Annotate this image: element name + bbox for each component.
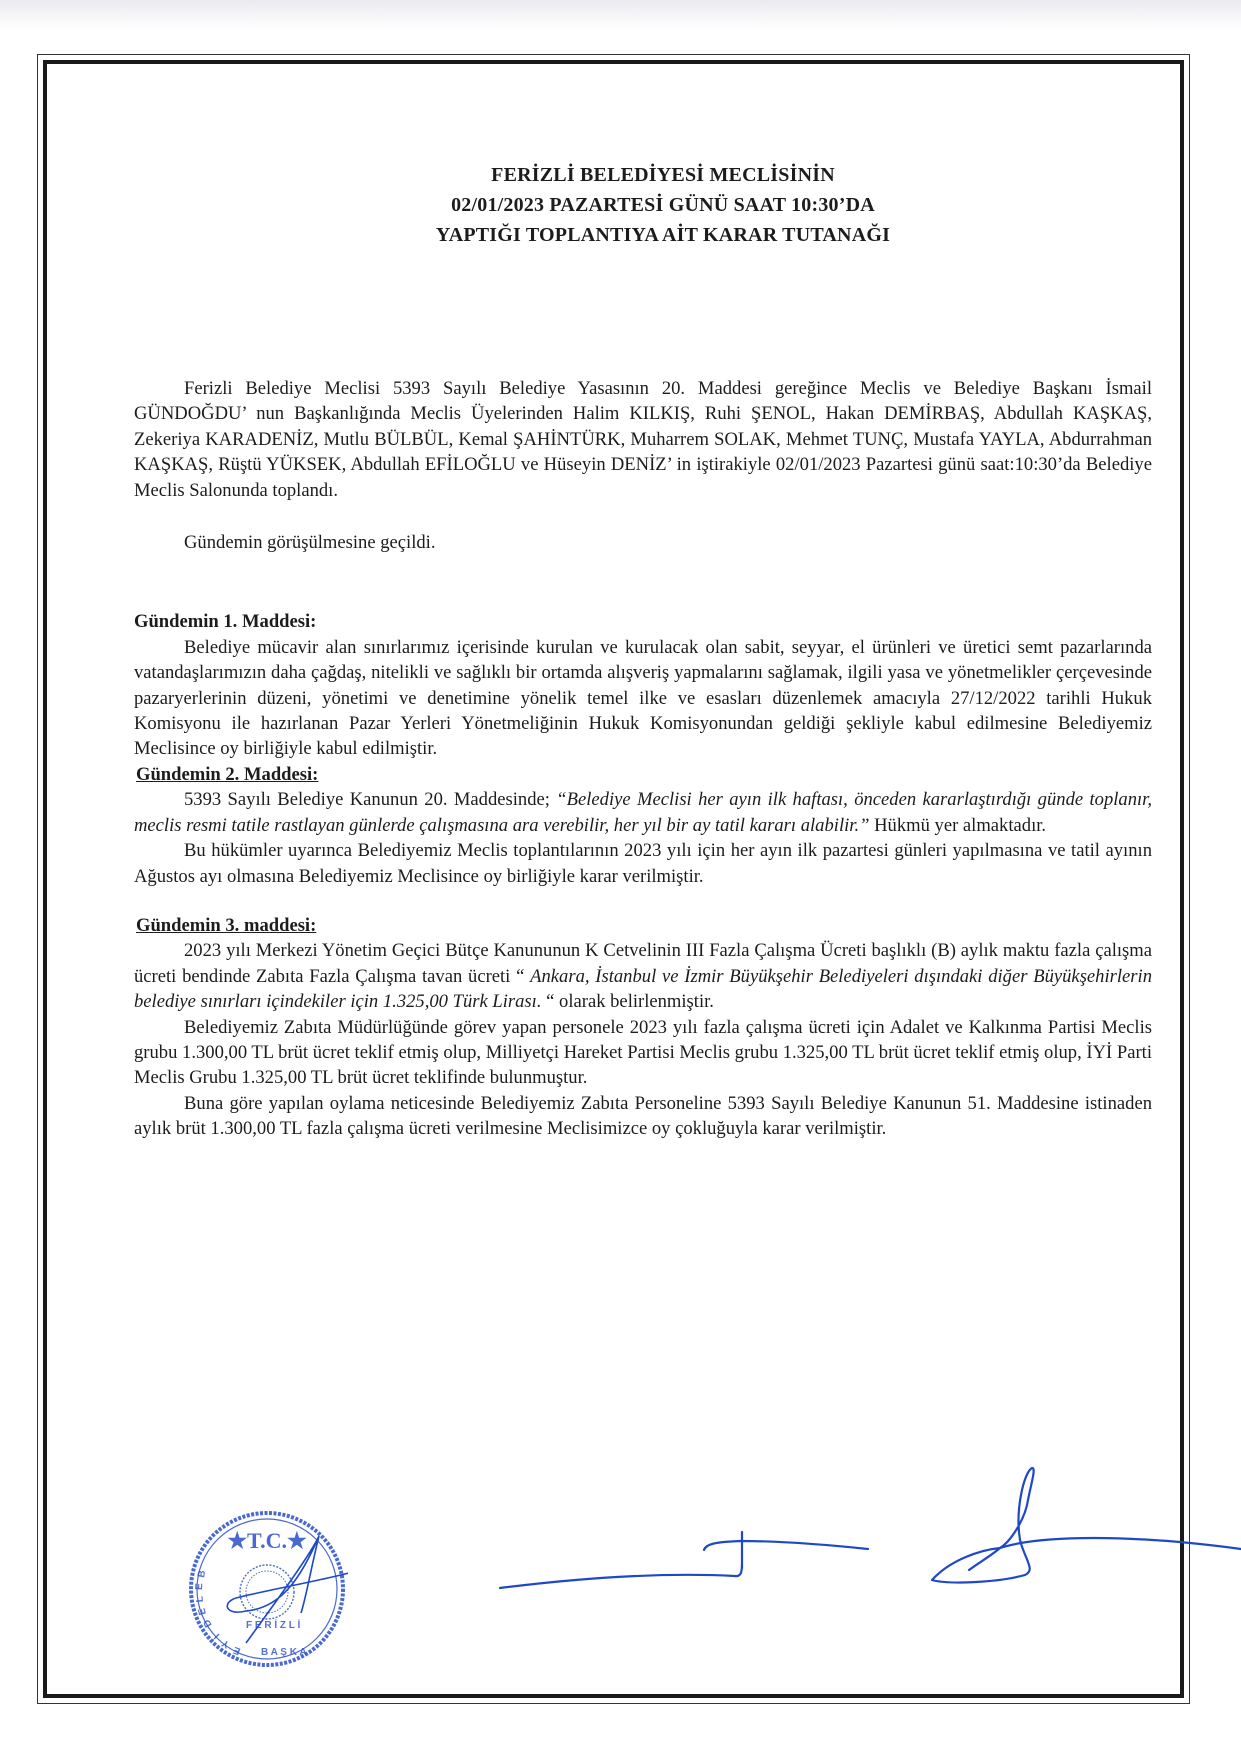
municipality-seal xyxy=(186,1508,348,1670)
agenda-item-3 xyxy=(134,913,1152,1142)
svg-text:L: L xyxy=(194,1595,206,1603)
svg-text:E: E xyxy=(231,1643,243,1657)
signatures xyxy=(480,1450,1241,1600)
agenda-item-2-paragraph-2: Bu hükümler uyarınca Belediyemiz Meclis toplantılarının 2023 yılı için her ayın ilk pazartesi günleri yapılmasına ve tatil ayının Ağustos ayı olmasına Belediyemiz Meclisince oy birliğiyle karar verilmiştir. xyxy=(134,840,1152,887)
agenda-item-2-paragraph-1 xyxy=(134,787,1152,838)
title-line-3: YAPTIĞI TOPLANTIYA AİT KARAR TUTANAĞI xyxy=(435,224,891,246)
signature-2 xyxy=(932,1468,1241,1582)
budget-quote: Ankara, İstanbul ve İzmir Büyükşehir Belediyeleri dışındaki diğer Büyükşehirlerin belediye sınırları içindekiler için 1.325,00 Türk Lirası. xyxy=(134,965,1152,1013)
agenda-item-heading xyxy=(134,762,1152,787)
document-title xyxy=(174,160,1152,250)
svg-text:★T.C.★: ★T.C.★ xyxy=(227,1528,307,1553)
agenda-item-2 xyxy=(134,762,1152,889)
scan-shade xyxy=(0,0,1241,30)
svg-text:E: E xyxy=(196,1606,209,1617)
agenda-start-paragraph: Gündemin görüşülmesine geçildi. xyxy=(184,532,436,554)
agenda-item-1-heading: Gündemin 1. Maddesi: xyxy=(134,611,317,633)
law-reference-text: 5393 Sayılı Belediye Kanunun 20. Maddesinde; xyxy=(184,789,557,811)
svg-text:F E R İ Z L İ: F E R İ Z L İ xyxy=(246,1620,301,1631)
agenda-item-2-heading: Gündemin 2. Maddesi: xyxy=(136,763,319,785)
svg-text:E: E xyxy=(194,1583,206,1591)
signature-1 xyxy=(500,1532,868,1588)
budget-reference-tail: “ olarak belirlenmiştir. xyxy=(541,991,714,1013)
svg-text:B A Ş K A: B A Ş K A xyxy=(261,1647,307,1658)
agenda-item-3-heading: Gündemin 3. maddesi: xyxy=(136,914,317,936)
agenda-item-1 xyxy=(134,609,1152,761)
svg-text:Y: Y xyxy=(220,1637,232,1650)
intro-paragraph: Ferizli Belediye Meclisi 5393 Sayılı Belediye Yasasının 20. Maddesi gereğince Meclis ve Belediye Başkanı İsmail GÜNDOĞDU’ nun Başkanlığında Meclis Üyelerinden Halim KILKIŞ, Ruhi ŞENOL, Hakan DEMİRBAŞ, Abdullah KAŞKAŞ, Zekeriya KARADENİZ, Mutlu BÜLBÜL, Kemal ŞAHİNTÜRK, Muharrem SOLAK, Mehmet TUNÇ, Mustafa YAYLA, Abdurrahman KAŞKAŞ, Rüştü YÜKSEK, Abdullah EFİLOĞLU ve Hüseyin DENİZ’ in iştirakiyle 02/01/2023 Pazartesi günü saat:10:30’da Belediye Meclis Salonunda toplandı. xyxy=(134,378,1152,501)
svg-text:B: B xyxy=(196,1569,209,1579)
agenda-item-heading xyxy=(134,609,1152,634)
agenda-item-3-paragraph-3: Buna göre yapılan oylama neticesinde Belediyemiz Zabıta Personeline 5393 Sayılı Belediye Kanunun 51. Maddesine istinaden aylık brüt 1.300,00 TL fazla çalışma ücreti verilmesine Meclisimizce oy çokluğuyla karar verilmiştir. xyxy=(134,1092,1152,1140)
document-body xyxy=(134,160,1152,1142)
budget-reference-text: 2023 yılı Merkezi Yönetim Geçici Bütçe Kanununun K Cetvelinin III Fazla Çalışma Ücreti başlıklı (B) aylık maktu fazla çalışma ücreti bendinde Zabıta Fazla Çalışma tavan ücreti “ xyxy=(134,940,1152,987)
agenda-item-3-paragraph-1 xyxy=(134,938,1152,1014)
title-line-1: FERİZLİ BELEDİYESİ MECLİSİNİN xyxy=(491,164,835,186)
agenda-item-1-paragraph: Belediye mücavir alan sınırlarımız içerisinde kurulan ve kurulacak olan sabit, seyyar, el ürünleri ve üretici semt pazarlarında vatandaşlarımızın daha çağdaş, nitelikli ve sağlıklı bir ortamda alışveriş yapmalarını sağlamak, ilgili yasa ve yönetmelikler çerçevesinde pazaryerlerinin düzeni, yönetimi ve denetimine yönelik temel ilke ve esasları düzenlemek amacıyla 27/12/2022 tarihli Hukuk Komisyonu ile hazırlanan Pazar Yerleri Yönetmeliğinin Hukuk Komisyonundan geldiği şekliyle kabul edilmesine Belediyemiz Meclisince oy birliğiyle kabul edilmiştir. xyxy=(134,636,1152,760)
svg-text:İ: İ xyxy=(212,1630,223,1641)
svg-text:D: D xyxy=(201,1617,215,1629)
agenda-item-3-paragraph-2: Belediyemiz Zabıta Müdürlüğünde görev yapan personele 2023 yılı fazla çalışma ücreti için Adalet ve Kalkınma Partisi Meclis grubu 1.300,00 TL brüt ücret teklif etmiş olup, Milliyetçi Hareket Partisi Meclis grubu 1.325,00 TL brüt ücret teklif etmiş olup, İYİ Parti Meclis Grubu 1.325,00 TL brüt ücret teklifinde bulunmuştur. xyxy=(134,1016,1152,1089)
law-quote: “Belediye Meclisi her ayın ilk haftası, önceden kararlaştırdığı günde toplanır, meclis resmi tatile rastlayan günlerde çalışmasına ara verebilir, her yıl bir ay tatil kararı alabilir.” xyxy=(134,789,1152,836)
law-reference-tail: Hükmü yer almaktadır. xyxy=(869,814,1047,836)
agenda-item-heading xyxy=(134,913,1152,938)
title-line-2: 02/01/2023 PAZARTESİ GÜNÜ SAAT 10:30’DA xyxy=(451,194,875,216)
